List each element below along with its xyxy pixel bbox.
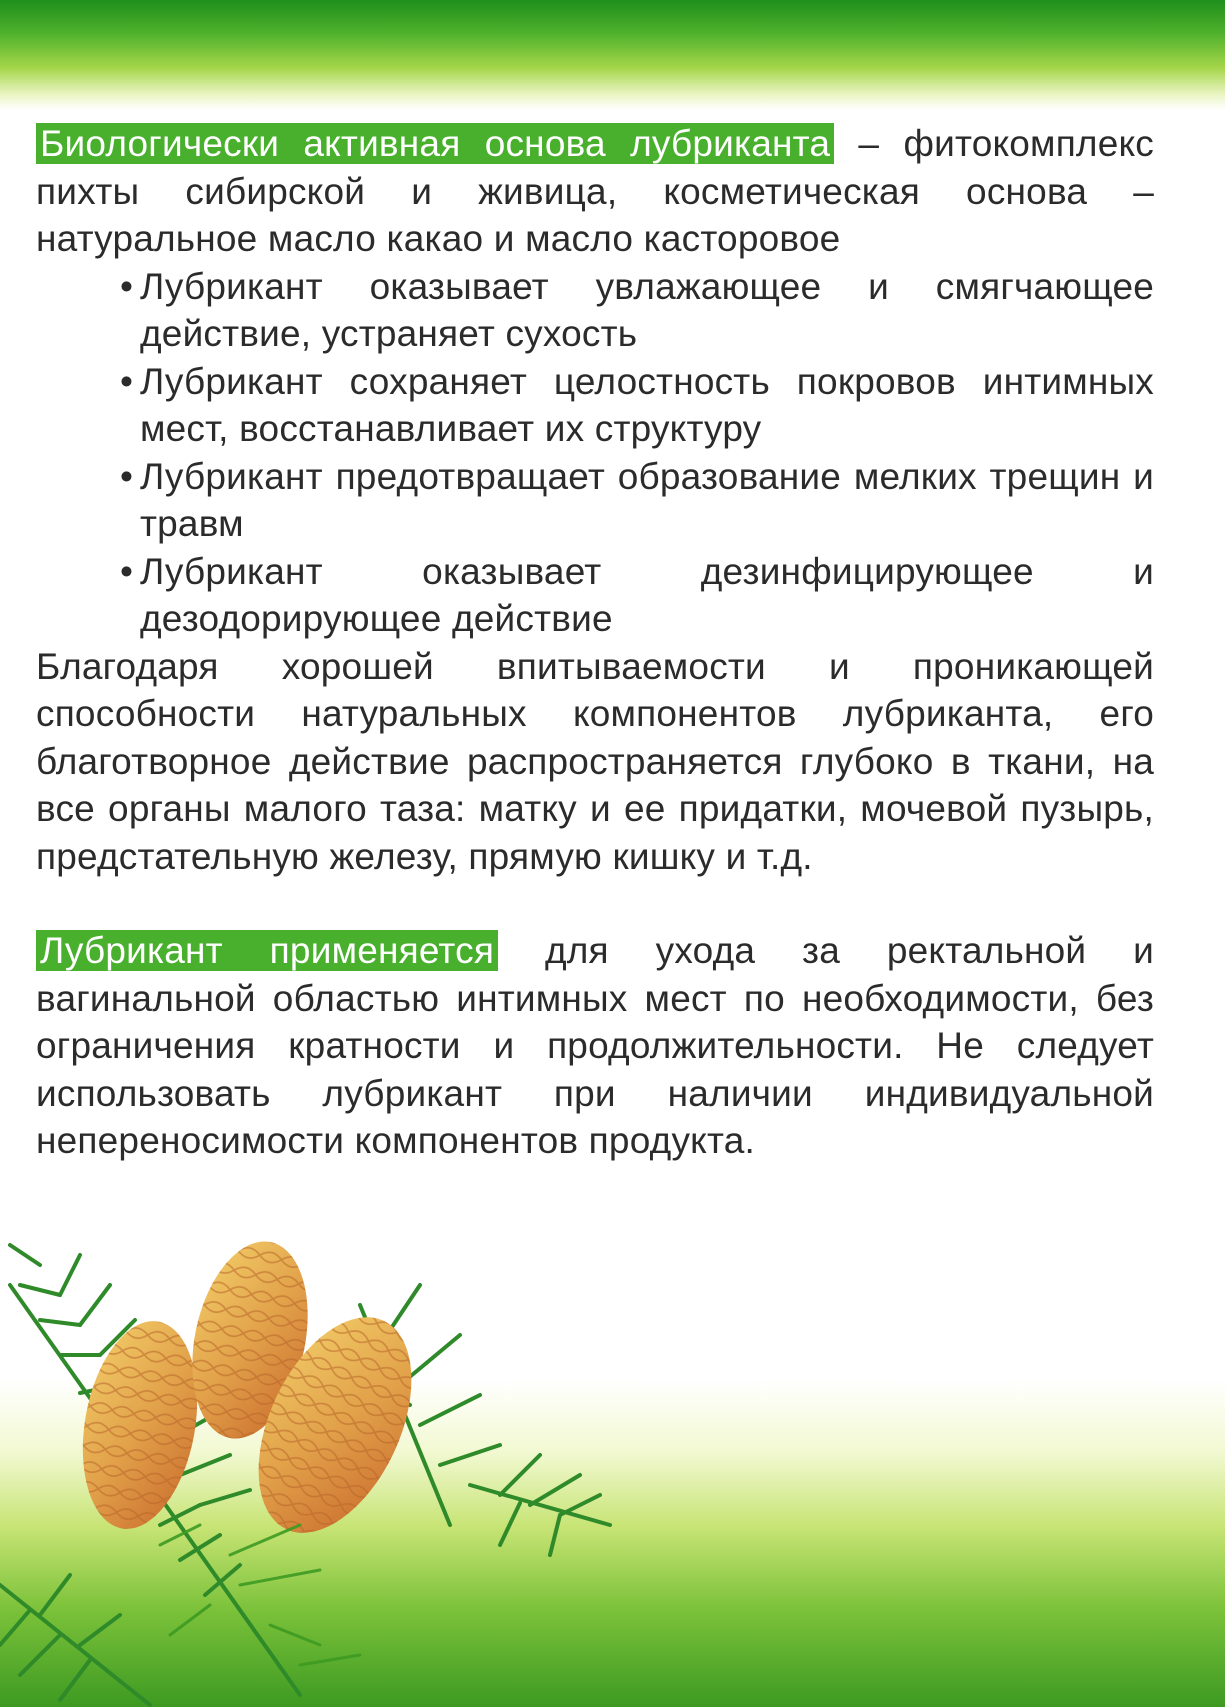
effects-list-item: • Лубрикант оказывает увлажающее и смягчающее действие, устраняет сухость: [120, 263, 1154, 358]
composition-paragraph: [36, 120, 1154, 263]
effects-list-item: • Лубрикант сохраняет целостность покровов интимных мест, восстанавливает их структуру: [120, 358, 1154, 453]
leaflet-text: [36, 120, 1154, 1165]
effects-list-item: • Лубрикант предотвращает образование мелких трещин и травм: [120, 453, 1154, 548]
usage-text: для ухода за ректальной и вагинальной областью интимных мест по необходимости, без ограничения кратности и продолжительности. Не следует использовать лубрикант при наличии индивидуальной непереносимости компонентов продукта.: [36, 930, 1155, 1161]
effects-list-item: • Лубрикант оказывает дезинфицирующее и дезодорирующее действие: [120, 548, 1154, 643]
usage-heading: Лубрикант применяется: [36, 930, 498, 971]
composition-heading: Биологически активная основа лубриканта: [36, 123, 834, 164]
effects-list: [36, 263, 1154, 643]
fir-branch-illustration: [0, 1225, 620, 1707]
usage-paragraph: [36, 927, 1154, 1165]
paragraph-spacer: [36, 880, 1154, 927]
composition-text: – фитокомплекс пихты сибирской и живица, косметическая основа – натуральное масло какао и масло касторовое: [36, 123, 1154, 259]
top-green-band: [0, 0, 1225, 110]
pine-cones-group: [68, 1231, 443, 1557]
absorption-paragraph: Благодаря хорошей впитываемости и проникающей способности натуральных компонентов лубриканта, его благотворное действие распространяется глубоко в ткани, на все органы малого таза: матку и ее придатки, мочевой пузырь, предстательную железу, прямую кишку и т.д.: [36, 645, 1154, 877]
